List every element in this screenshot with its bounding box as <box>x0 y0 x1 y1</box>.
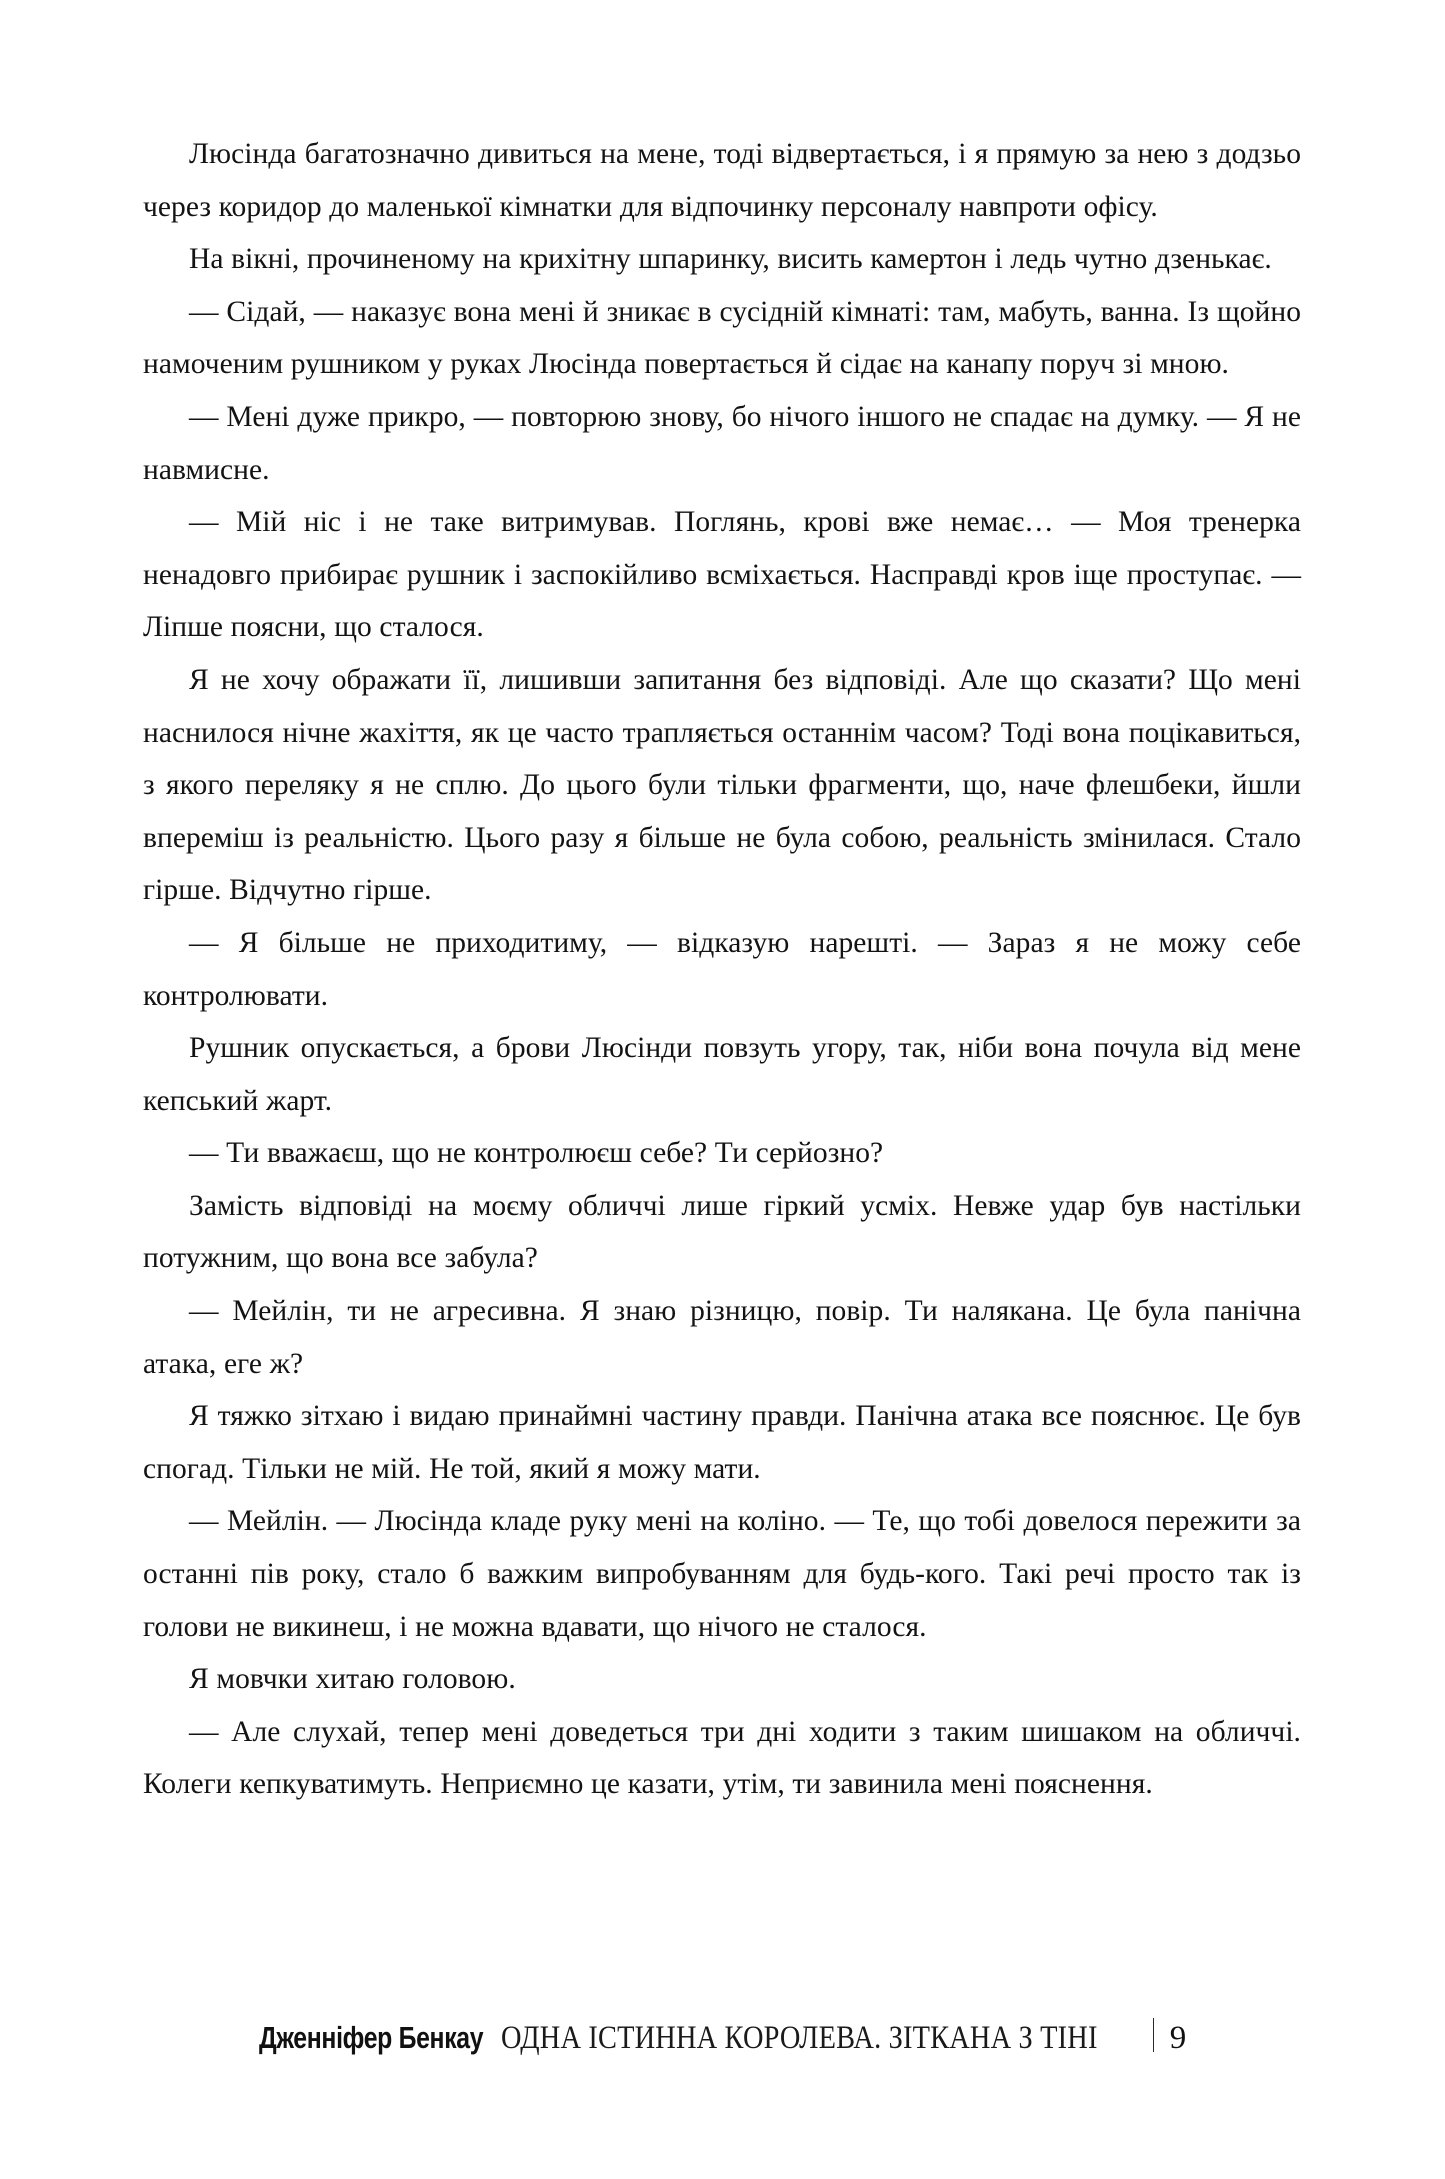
paragraph: — Мені дуже прикро, — повторюю знову, бо нічого іншого не спадає на думку. — Я не навмисне. <box>143 400 1301 486</box>
paragraph: — Але слухай, тепер мені доведеться три дні ходити з таким шишаком на обличчі. Колеги кепкуватимуть. Неприємно це казати, утім, ти завинила мені пояснення. <box>143 1715 1301 1801</box>
paragraph: — Мій ніс і не таке витримував. Поглянь, крові вже немає… — Моя тренерка ненадовго прибирає рушник і заспокійливо всміхається. Насправді кров іще проступає. — Ліпше поясни, що сталося. <box>143 506 1301 644</box>
paragraph: Замість відповіді на моєму обличчі лише гіркий усміх. Невже удар був настільки потужним, що вона все забула? <box>143 1189 1301 1275</box>
footer-separator-rule <box>1153 2018 1154 2052</box>
paragraph: Рушник опускається, а брови Люсінди повзуть угору, так, ніби вона почула від мене кепський жарт. <box>143 1032 1301 1117</box>
paragraph: Я не хочу ображати її, лишивши запитання без відповіді. Але що сказати? Що мені наснилося нічне жахіття, як це часто трапляється останнім часом? Тоді вона поцікавиться, з якого переляку я не сплю. До цього були тільки фрагменти, що, наче флешбеки, йшли впереміш із реальністю. Цього разу я більше не була собою, реальність змінилася. Стало гірше. Відчутно гірше. <box>143 663 1301 907</box>
footer-book-title: ОДНА ІСТИННА КОРОЛЕВА. ЗІТКАНА З ТІНІ <box>501 2020 1098 2056</box>
page-footer <box>0 2014 1445 2074</box>
footer-author: Дженніфер Бенкау <box>258 2020 483 2055</box>
paragraph: — Сідай, — наказує вона мені й зникає в сусідній кімнаті: там, мабуть, ванна. Із щойно намоченим рушником у руках Люсінда повертається й сідає на канапу поруч зі мною. <box>143 295 1301 381</box>
footer-page-number: 9 <box>1169 2020 1187 2056</box>
paragraph: Я мовчки хитаю головою. <box>189 1663 516 1696</box>
paragraph: — Я більше не приходитиму, — відказую нарешті. — Зараз я не можу себе контролювати. <box>143 926 1301 1012</box>
footer-inner <box>259 2014 1187 2057</box>
paragraph: — Мейлін, ти не агресивна. Я знаю різницю, повір. Ти налякана. Це була панічна атака, еге ж? <box>143 1295 1301 1380</box>
paragraph: Люсінда багатозначно дивиться на мене, тоді відвертається, і я прямую за нею з додзьо через коридор до маленької кімнатки для відпочинку персоналу навпроти офісу. <box>143 138 1301 223</box>
body-text-column <box>143 128 1301 1811</box>
paragraph: На вікні, прочиненому на крихітну шпаринку, висить камертон і ледь чутно дзенькає. <box>189 243 1272 276</box>
paragraph: — Ти вважаєш, що не контролюєш себе? Ти серйозно? <box>189 1137 884 1170</box>
paragraph: — Мейлін. — Люсінда кладе руку мені на коліно. — Те, що тобі довелося пережити за останні пів року, стало б важким випробуванням для будь-кого. Такі речі просто так із голови не викинеш, і не можна вдавати, що нічого не сталося. <box>143 1505 1301 1643</box>
paragraph: Я тяжко зітхаю і видаю принаймні частину правди. Панічна атака все пояснює. Це був спогад. Тільки не мій. Не той, який я можу мати. <box>143 1400 1301 1485</box>
